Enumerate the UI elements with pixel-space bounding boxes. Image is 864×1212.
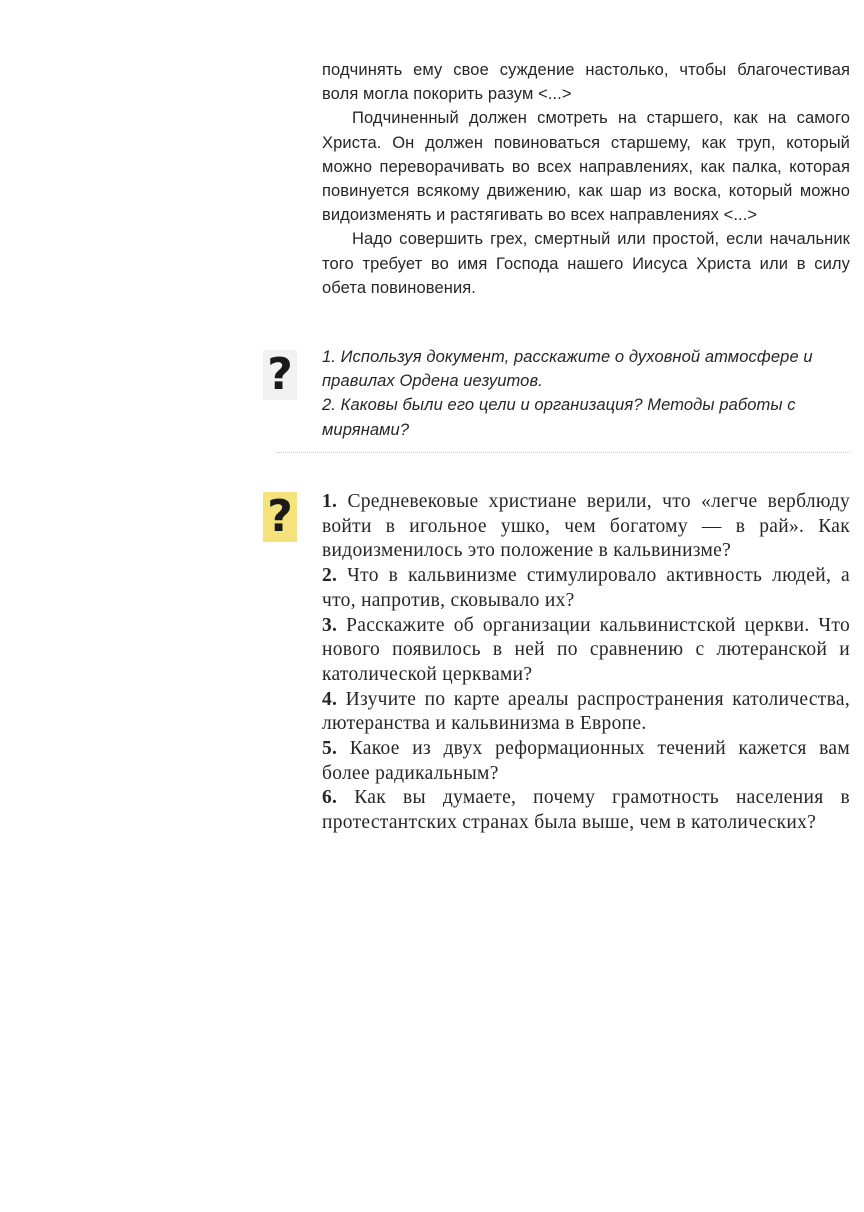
question-number: 2. bbox=[322, 565, 338, 587]
section-divider bbox=[276, 452, 850, 453]
section-question bbox=[322, 564, 850, 613]
document-excerpt bbox=[322, 58, 850, 300]
question-text: Что в кальвинизме стимулировало активность людей, а что, напротив, сковывало их? bbox=[322, 565, 850, 611]
section-question bbox=[322, 688, 850, 737]
question-mark-icon: ? bbox=[263, 350, 297, 400]
question-text: Изучите по карте ареалы распространения католичества, лютеранства и кальвинизма в Европе. bbox=[322, 688, 850, 735]
question-mark-icon: ? bbox=[263, 492, 297, 542]
document-paragraph: подчинять ему свое суждение настолько, чтобы благочестивая воля могла покорить разум <...> bbox=[322, 61, 850, 104]
question-text: Как вы думаете, почему грамотность населения в протестантских странах была выше, чем в католических? bbox=[322, 787, 850, 834]
document-question: 1. Используя документ, расскажите о духовной атмосфере и правилах Ордена иезуитов. bbox=[322, 348, 813, 391]
question-number: 1. bbox=[322, 491, 338, 512]
question-number: 4. bbox=[322, 688, 338, 710]
question-number: 3. bbox=[322, 614, 338, 636]
section-questions bbox=[322, 490, 850, 836]
document-paragraph: Надо совершить грех, смертный или простой, если начальник того требует во имя Господа нашего Иисуса Христа или в силу обета повиновения. bbox=[322, 230, 850, 297]
question-number: 5. bbox=[322, 738, 338, 760]
section-question bbox=[322, 614, 850, 688]
document-paragraph: Подчиненный должен смотреть на старшего, как на самого Христа. Он должен повиноваться старшему, как труп, который можно переворачивать во всех направлениях, как палка, которая повинуется всякому движению, как шар из воска, который можно видоизменять и растягивать во всех направлениях <...> bbox=[322, 109, 850, 225]
question-text: Расскажите об организации кальвинистской церкви. Что нового появилось в ней по сравнению с лютеранской и католической церквами? bbox=[322, 614, 850, 685]
question-text: Какое из двух реформационных течений кажется вам более радикальным? bbox=[322, 738, 850, 784]
section-question bbox=[322, 737, 850, 786]
section-question bbox=[322, 786, 850, 835]
question-number: 6. bbox=[322, 787, 338, 809]
question-text: Средневековые христиане верили, что «легче верблюду войти в игольное ушко, чем богатому — в рай». Как видоизменилось это положение в кальвинизме? bbox=[322, 491, 850, 562]
document-question: 2. Каковы были его цели и организация? Методы работы с мирянами? bbox=[322, 396, 796, 439]
document-questions bbox=[322, 345, 850, 442]
section-question bbox=[322, 490, 850, 564]
